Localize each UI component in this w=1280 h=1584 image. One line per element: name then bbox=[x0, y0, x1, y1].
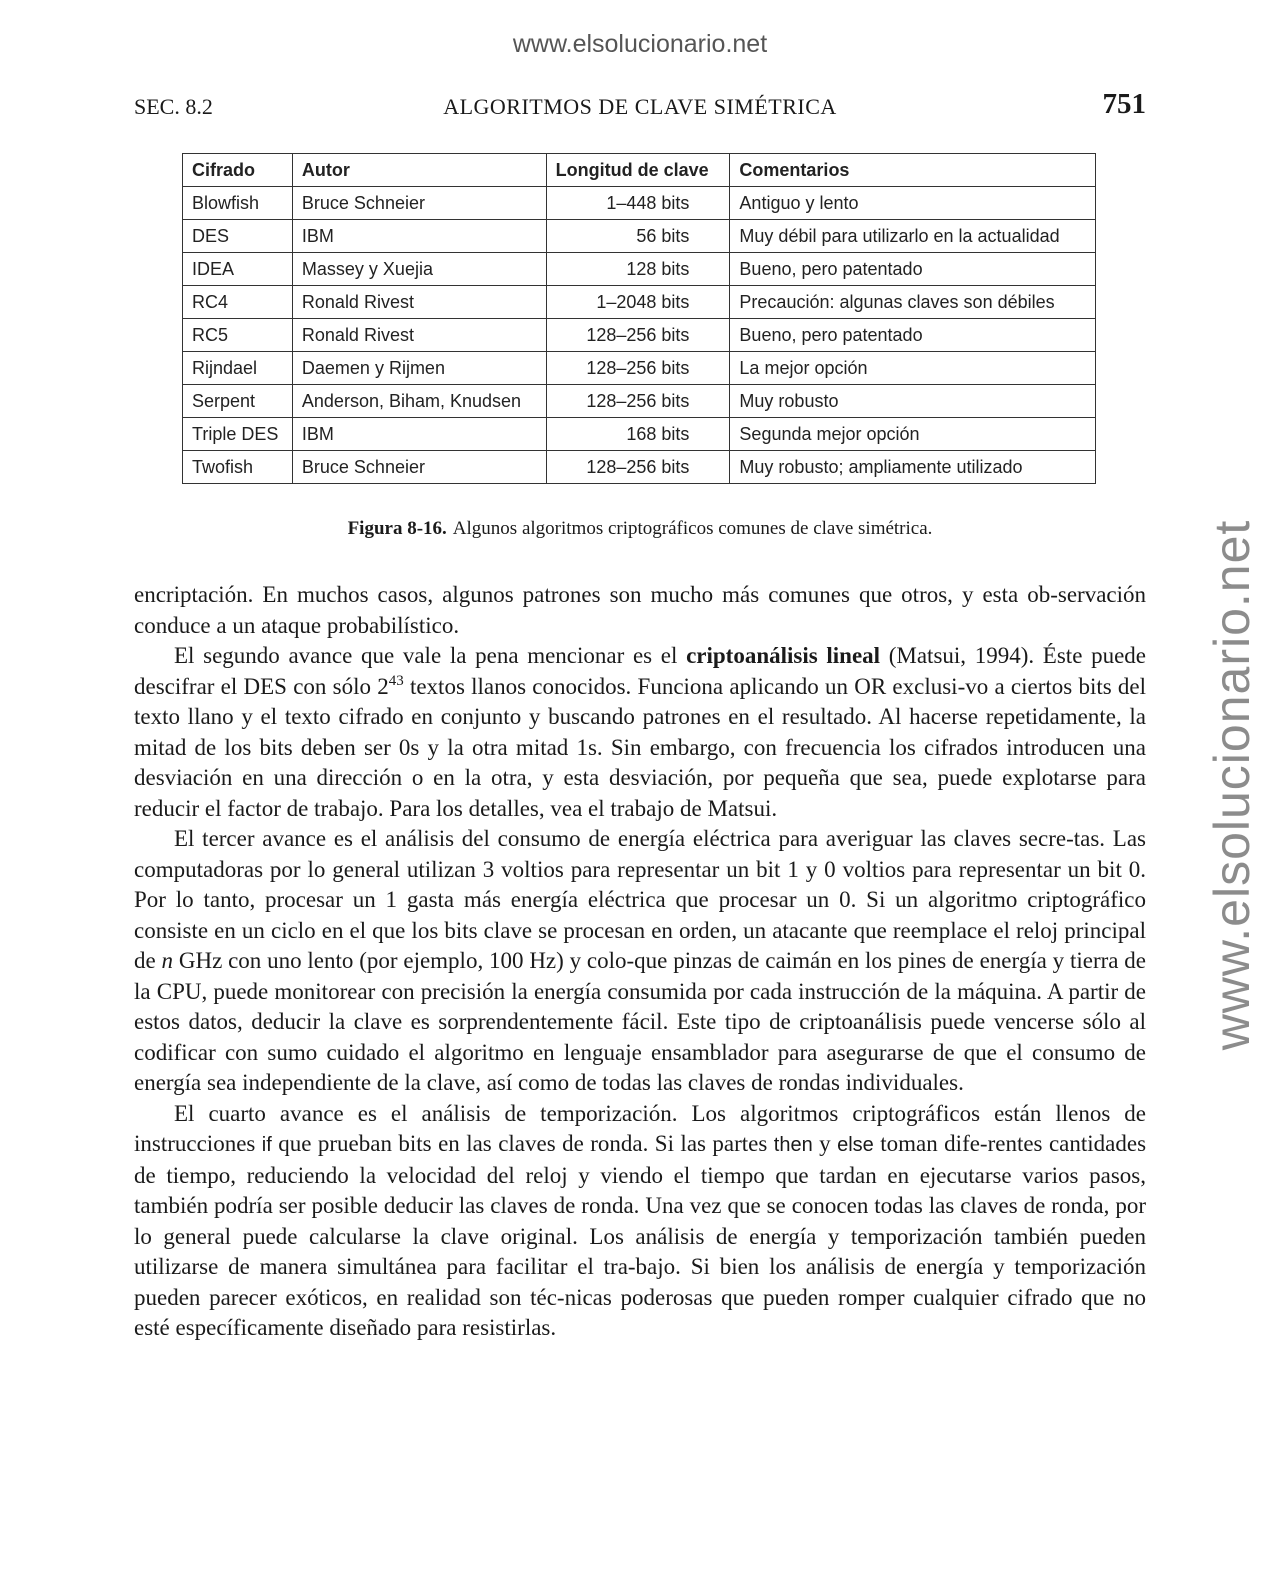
cell-key-length: 1–448 bits bbox=[546, 187, 730, 220]
cell-key-length: 128–256 bits bbox=[546, 319, 730, 352]
cell-comments: Muy robusto; ampliamente utilizado bbox=[730, 451, 1096, 484]
paragraph-4 bbox=[134, 1099, 1146, 1344]
cell-comments: Antiguo y lento bbox=[730, 187, 1096, 220]
algorithms-table bbox=[182, 153, 1096, 484]
cell-comments: Muy robusto bbox=[730, 385, 1096, 418]
figure-caption-text: Algunos algoritmos criptográficos comunes de clave simétrica. bbox=[452, 518, 933, 539]
table-row bbox=[183, 253, 1096, 286]
cell-cipher: Triple DES bbox=[183, 418, 293, 451]
table-row bbox=[183, 418, 1096, 451]
variable-n: n bbox=[161, 948, 174, 973]
keyword-if: if bbox=[261, 1134, 272, 1156]
cell-author: Anderson, Biham, Knudsen bbox=[292, 385, 546, 418]
cell-cipher: Serpent bbox=[183, 385, 293, 418]
paragraph-3 bbox=[134, 824, 1146, 1099]
table-row bbox=[183, 385, 1096, 418]
cell-comments: Bueno, pero patentado bbox=[730, 253, 1096, 286]
cell-author: IBM bbox=[292, 220, 546, 253]
cell-key-length: 128–256 bits bbox=[546, 451, 730, 484]
table-row bbox=[183, 352, 1096, 385]
table-row bbox=[183, 319, 1096, 352]
paragraph-1: encriptación. En muchos casos, algunos patrones son mucho más comunes que otros, y esta ob-servación conduce a un ataque probabilístico. bbox=[134, 582, 1146, 638]
paragraph-4-part-d: toman dife-rentes cantidades de tiempo, reduciendo la velocidad del reloj y viendo el tiempo que tardan en ejecutarse varios pasos, también podría ser posible deducir las claves de ronda. Una vez que se conocen todas las claves de ronda, por lo general puede calcularse la clave original. Los análisis de energía y temporización también pueden utilizarse de manera simultánea para facilitar el tra-bajo. Si bien los análisis de energía y temporización pueden parecer exóticos, en realidad son téc-nicas poderosas que pueden romper cualquier cifrado que no esté específicamente diseñado para resistirlas. bbox=[134, 1131, 1147, 1340]
column-header-cipher: Cifrado bbox=[183, 154, 293, 187]
cell-comments: Bueno, pero patentado bbox=[730, 319, 1096, 352]
section-label: SEC. 8.2 bbox=[134, 94, 213, 119]
cell-author: Massey y Xuejia bbox=[292, 253, 546, 286]
cell-comments: Muy débil para utilizarlo en la actualidad bbox=[730, 220, 1096, 253]
table-header-row bbox=[183, 154, 1096, 187]
paragraph-3-part-a: El tercer avance es el análisis del consumo de energía eléctrica para averiguar las claves secre-tas. Las computadoras por lo general utilizan 3 voltios para representar un bit 1 y 0 voltios para representar un bit 0. Por lo tanto, procesar un 1 gasta más energía eléctrica que procesar un 0. Si un algoritmo criptográfico consiste en un ciclo en el que los bits clave se procesan en orden, un atacante que reemplace el reloj principal de bbox=[134, 826, 1146, 973]
exponent: 43 bbox=[388, 672, 404, 689]
cell-key-length: 128 bits bbox=[546, 253, 730, 286]
watermark-side: www.elsolucionario.net bbox=[1204, 519, 1260, 1051]
cell-key-length: 56 bits bbox=[546, 220, 730, 253]
cell-author: IBM bbox=[292, 418, 546, 451]
table-row bbox=[183, 286, 1096, 319]
paragraph-2 bbox=[134, 641, 1146, 824]
cell-key-length: 128–256 bits bbox=[546, 352, 730, 385]
page-number: 751 bbox=[1102, 88, 1146, 120]
paragraph-4-part-a: El cuarto avance es el análisis de temporización. Los algoritmos criptográficos están llenos de instrucciones bbox=[134, 1100, 1146, 1156]
term-linear-cryptanalysis: criptoanálisis lineal bbox=[686, 643, 881, 668]
paragraph-2-part-c: textos llanos conocidos. Funciona aplicando un OR exclusi-vo a ciertos bits del texto llano y el texto cifrado en conjunto y buscando patrones en el resultado. Al hacerse repetidamente, la mitad de los bits deben ser 0s y la otra mitad 1s. Sin embargo, con frecuencia los cifrados introducen una desviación en una dirección o en la otra, y esta desviación, por pequeña que sea, puede explotarse para reducir el factor de trabajo. Para los detalles, vea el trabajo de Matsui. bbox=[134, 673, 1147, 821]
figure-label: Figura 8-16. bbox=[347, 518, 447, 539]
cell-author: Ronald Rivest bbox=[292, 319, 546, 352]
cell-cipher: Twofish bbox=[183, 451, 293, 484]
paragraph-2-part-a: El segundo avance que vale la pena mencionar es el bbox=[174, 643, 687, 668]
cell-key-length: 1–2048 bits bbox=[546, 286, 730, 319]
cell-author: Bruce Schneier bbox=[292, 187, 546, 220]
body-text bbox=[134, 580, 1146, 1344]
page-header bbox=[134, 88, 1146, 124]
cell-author: Daemen y Rijmen bbox=[292, 352, 546, 385]
running-title: ALGORITMOS DE CLAVE SIMÉTRICA bbox=[443, 94, 837, 119]
table-row bbox=[183, 187, 1096, 220]
column-header-key-length: Longitud de clave bbox=[546, 154, 730, 187]
column-header-author: Autor bbox=[292, 154, 546, 187]
cell-comments: La mejor opción bbox=[730, 352, 1096, 385]
cell-author: Ronald Rivest bbox=[292, 286, 546, 319]
figure-caption bbox=[0, 518, 1280, 540]
cell-author: Bruce Schneier bbox=[292, 451, 546, 484]
cell-cipher: IDEA bbox=[183, 253, 293, 286]
cell-cipher: DES bbox=[183, 220, 293, 253]
cell-key-length: 168 bits bbox=[546, 418, 730, 451]
cell-comments: Segunda mejor opción bbox=[730, 418, 1096, 451]
paragraph-2-part-b: (Matsui, 1994). Éste puede descifrar el DES con sólo 2 bbox=[134, 643, 1146, 699]
keyword-else: else bbox=[837, 1134, 874, 1156]
paragraph-3-part-b: GHz con uno lento (por ejemplo, 100 Hz) y colo-que pinzas de caimán en los pines de energía y tierra de la CPU, puede monitorear con precisión la energía consumida por cada instrucción de la máquina. A partir de estos datos, deducir la clave es sorprendentemente fácil. Este tipo de criptoanálisis puede vencerse sólo al codificar con sumo cuidado el algoritmo en lenguaje ensamblador para asegurarse de que el consumo de energía sea independiente de la clave, así como de todas las claves de rondas individuales. bbox=[134, 948, 1146, 1095]
keyword-then: then bbox=[773, 1134, 813, 1156]
paragraph-4-part-c: y bbox=[812, 1131, 838, 1156]
cell-cipher: Rijndael bbox=[183, 352, 293, 385]
cell-cipher: RC5 bbox=[183, 319, 293, 352]
paragraph-4-part-b: que prueban bits en las claves de ronda. Si las partes bbox=[271, 1131, 774, 1156]
watermark-top: www.elsolucionario.net bbox=[512, 30, 768, 58]
table-row bbox=[183, 220, 1096, 253]
table-row bbox=[183, 451, 1096, 484]
column-header-comments: Comentarios bbox=[730, 154, 1096, 187]
cell-comments: Precaución: algunas claves son débiles bbox=[730, 286, 1096, 319]
cell-key-length: 128–256 bits bbox=[546, 385, 730, 418]
cell-cipher: RC4 bbox=[183, 286, 293, 319]
cell-cipher: Blowfish bbox=[183, 187, 293, 220]
